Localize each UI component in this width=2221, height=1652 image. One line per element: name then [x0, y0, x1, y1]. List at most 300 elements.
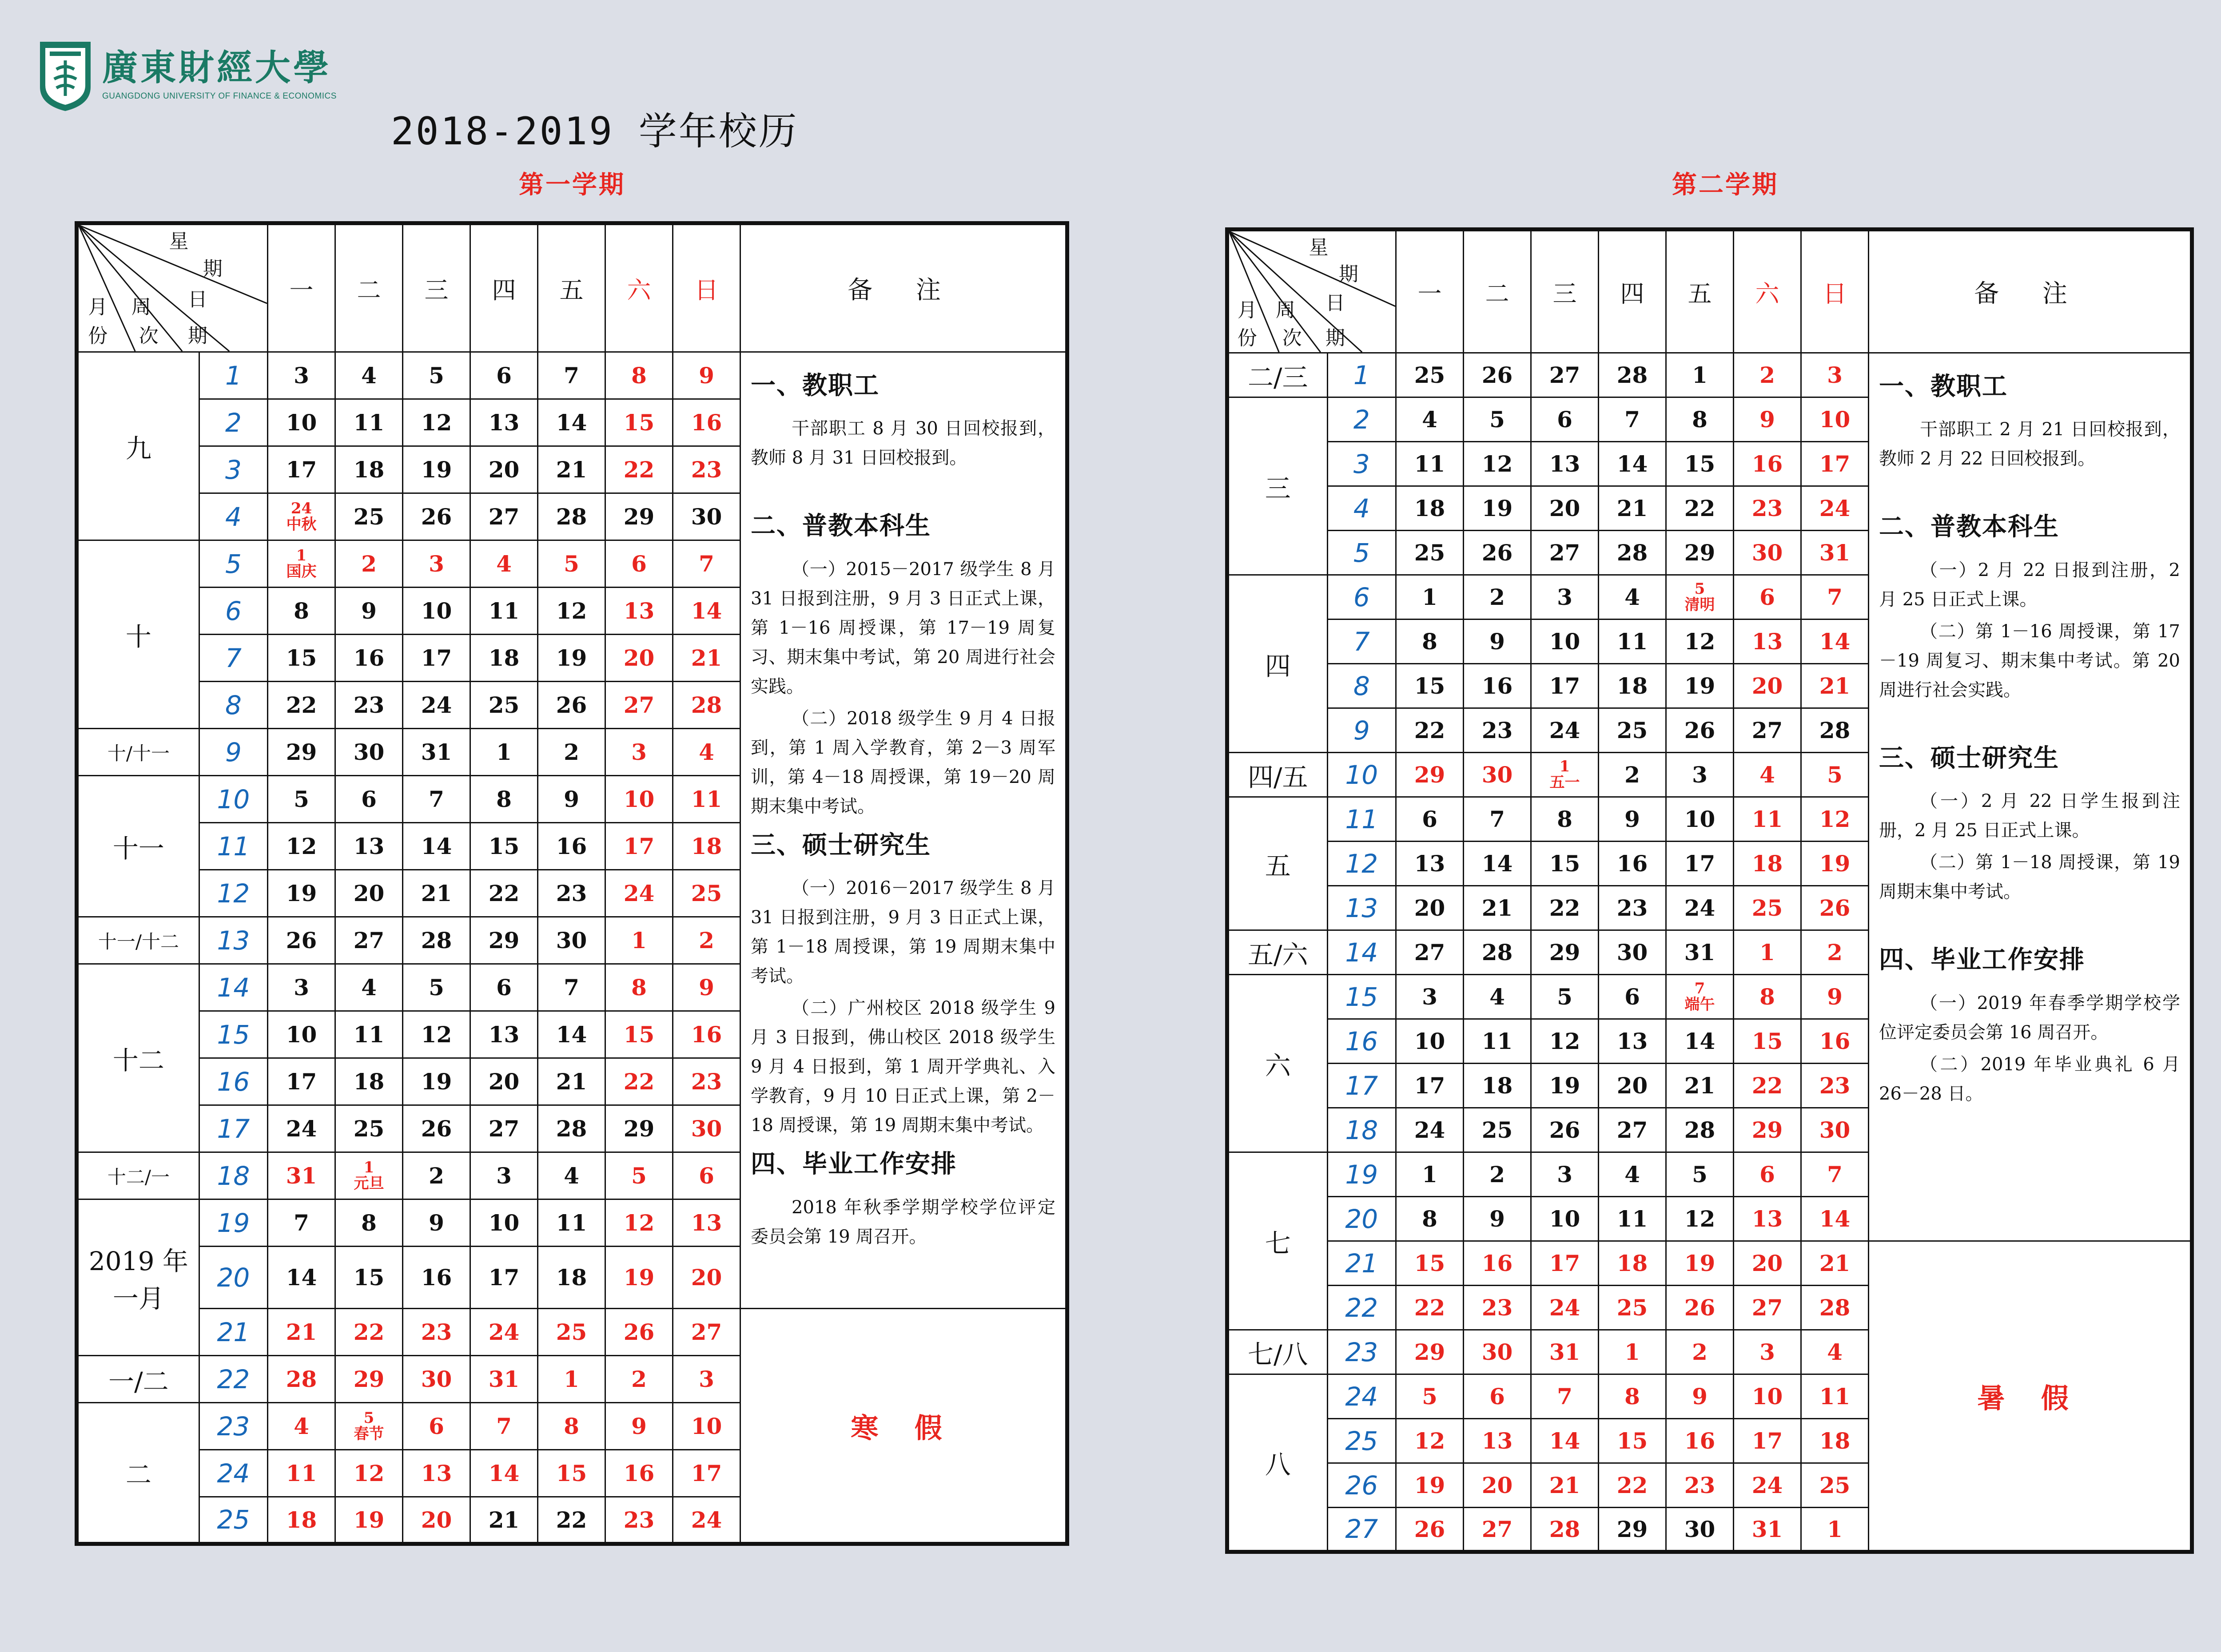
sem2-date-cell: 30 — [1734, 531, 1801, 575]
sem1-date-cell: 22 — [335, 1309, 403, 1356]
sem2-month-cell: 四/五 — [1227, 753, 1328, 797]
sem1-date-cell: 29 — [470, 917, 538, 964]
holiday-name: 国庆 — [286, 562, 317, 580]
sem1-date-cell: 28 — [673, 682, 740, 729]
sem1-month-cell: 2019 年 一月 — [77, 1199, 199, 1356]
sem1-date-cell: 2 — [538, 729, 605, 776]
sem1-week-number: 13 — [199, 917, 267, 964]
sem1-date-cell: 4 — [268, 1403, 335, 1450]
holiday-name: 清明 — [1684, 596, 1715, 614]
sem1-date-cell: 21 — [538, 1058, 605, 1105]
sem2-date-cell: 30 — [1599, 930, 1666, 975]
sem1-date-cell: 8 — [605, 964, 673, 1011]
notes-paragraph: （一）2016－2017 级学生 8 月 31 日报到注册，9 月 3 日正式上课，第 1－18 周授课，第 19 周期末集中考试。 — [751, 878, 1055, 987]
sem2-date-cell: 10 — [1666, 797, 1734, 842]
sem1-date-cell: 3 — [268, 352, 335, 399]
sem2-date-cell: 5 — [1531, 975, 1599, 1019]
sem2-date-cell: 7 — [1801, 575, 1869, 620]
sem2-date-cell: 19 — [1464, 486, 1531, 531]
sem2-date-cell: 8 — [1396, 620, 1464, 664]
sem2-date-cell: 1 — [1666, 353, 1734, 397]
sem2-date-cell: 20 — [1531, 486, 1599, 531]
sem1-date-cell: 26 — [268, 917, 335, 964]
corner-label-qi: 期 — [203, 258, 223, 281]
sem1-date-cell: 16 — [335, 635, 403, 682]
sem2-date-cell: 17 — [1531, 1241, 1599, 1286]
sem2-vacation: 暑 假 — [1869, 1241, 2192, 1552]
sem2-date-cell: 26 — [1666, 1286, 1734, 1330]
sem1-date-cell: 11 — [268, 1450, 335, 1497]
sem2-date-cell: 7 — [1531, 1374, 1599, 1419]
sem1-date-cell: 26 — [538, 682, 605, 729]
sem1-date-cell: 18 — [335, 446, 403, 493]
sem2-date-cell: 1 — [1734, 930, 1801, 975]
table-row — [1227, 353, 2192, 397]
sem2-date-cell: 16 — [1734, 442, 1801, 486]
notes-header-label: 备 注 — [1974, 279, 2085, 308]
sem1-date-cell: 16 — [673, 399, 740, 446]
sem1-date-cell: 31 — [268, 1152, 335, 1199]
sem2-month-cell: 五/六 — [1227, 930, 1328, 975]
sem1-date-cell: 28 — [538, 493, 605, 540]
sem1-date-cell: 18 — [470, 635, 538, 682]
sem1-week-number: 15 — [199, 1011, 267, 1058]
sem1-date-cell: 7 — [470, 1403, 538, 1450]
sem1-week-number: 19 — [199, 1199, 267, 1247]
sem1-date-cell: 11 — [470, 588, 538, 635]
sem2-date-cell: 23 — [1599, 886, 1666, 930]
holiday-name: 五一 — [1549, 773, 1580, 791]
sem2-date-cell: 10 — [1531, 620, 1599, 664]
sem2-date-cell: 31 — [1734, 1508, 1801, 1552]
sem1-date-cell: 17 — [268, 446, 335, 493]
sem2-date-cell: 22 — [1396, 1286, 1464, 1330]
sem2-date-cell: 18 — [1599, 664, 1666, 708]
sem2-date-cell: 4 — [1734, 753, 1801, 797]
sem1-date-cell: 6 — [335, 776, 403, 823]
sem2-date-cell: 26 — [1396, 1508, 1464, 1552]
sem1-date-cell: 6 — [673, 1152, 740, 1199]
sem1-date-cell: 16 — [673, 1011, 740, 1058]
sem2-date-cell: 6 — [1396, 797, 1464, 842]
sem2-date-cell: 17 — [1734, 1419, 1801, 1463]
sem2-date-cell: 8 — [1666, 397, 1734, 442]
sem2-date-cell: 14 — [1666, 1019, 1734, 1064]
sem2-date-cell: 31 — [1666, 930, 1734, 975]
sem1-date-cell: 20 — [403, 1497, 470, 1544]
sem1-month-cell: 一/二 — [77, 1356, 199, 1403]
sem1-date-cell: 4 — [470, 540, 538, 588]
sem1-date-cell: 11 — [335, 399, 403, 446]
sem1-date-cell: 24 — [470, 1309, 538, 1356]
sem1-month-cell: 十二 — [77, 964, 199, 1152]
sem2-week-number: 24 — [1327, 1374, 1396, 1419]
sem1-date-cell: 3 — [605, 729, 673, 776]
sem1-table — [75, 221, 1069, 1546]
notes-paragraph: 2018 年秋季学期学校学位评定委员会第 19 周召开。 — [751, 1197, 1055, 1247]
header-corner — [1229, 231, 1395, 352]
table-row — [77, 1309, 1067, 1356]
sem1-week-number: 23 — [199, 1403, 267, 1450]
semester1-title: 第一学期 — [519, 171, 625, 199]
sem2-date-cell — [1666, 575, 1734, 620]
sem2-date-cell: 29 — [1396, 753, 1464, 797]
sem1-date-cell: 20 — [605, 635, 673, 682]
sem2-date-cell: 26 — [1666, 708, 1734, 753]
sem2-date-cell: 11 — [1599, 620, 1666, 664]
sem2-date-cell: 16 — [1599, 842, 1666, 886]
sem2-date-cell: 10 — [1531, 1197, 1599, 1241]
sem2-week-number: 11 — [1327, 797, 1396, 842]
sem1-date-cell: 24 — [673, 1497, 740, 1544]
corner-label-qi2: 期 — [187, 325, 207, 347]
sem1-date-cell: 28 — [403, 917, 470, 964]
sem1-notes-header — [740, 223, 1067, 352]
sem2-date-cell: 5 — [1801, 753, 1869, 797]
sem2-date-cell: 19 — [1801, 842, 1869, 886]
sem1-week-number: 21 — [199, 1309, 267, 1356]
sem1-date-cell: 11 — [673, 776, 740, 823]
sem2-date-cell: 4 — [1599, 575, 1666, 620]
sem2-week-number: 15 — [1327, 975, 1396, 1019]
sem1-date-cell: 20 — [470, 1058, 538, 1105]
sem1-date-cell: 19 — [335, 1497, 403, 1544]
corner-label-xing: 星 — [1309, 236, 1329, 259]
sem2-date-cell: 31 — [1801, 531, 1869, 575]
sem2-date-cell: 29 — [1734, 1108, 1801, 1152]
notes-section-heading: 二、普教本科生 — [1879, 512, 2059, 542]
sem1-date-cell: 20 — [673, 1247, 740, 1309]
sem1-date-cell: 2 — [403, 1152, 470, 1199]
sem2-week-number: 23 — [1327, 1330, 1396, 1374]
notes-section-heading: 三、硕士研究生 — [751, 830, 931, 860]
sem1-date-cell: 3 — [673, 1356, 740, 1403]
sem1-month-cell: 十二/一 — [77, 1152, 199, 1199]
sem1-date-cell: 5 — [538, 540, 605, 588]
sem2-date-cell: 8 — [1531, 797, 1599, 842]
sem2-date-cell: 27 — [1531, 353, 1599, 397]
sem1-date-cell: 23 — [605, 1497, 673, 1544]
sem2-date-cell: 29 — [1396, 1330, 1464, 1374]
sem2-date-cell: 9 — [1801, 975, 1869, 1019]
sem2-date-cell: 1 — [1396, 1152, 1464, 1197]
logo-name-en: GUANGDONG UNIVERSITY OF FINANCE & ECONOMICS — [102, 91, 337, 101]
sem2-month-cell: 七 — [1227, 1152, 1328, 1330]
sem1-week-number: 10 — [199, 776, 267, 823]
sem2-date-cell — [1666, 975, 1734, 1019]
sem2-date-cell: 26 — [1464, 531, 1531, 575]
sem2-date-cell: 10 — [1396, 1019, 1464, 1064]
sem1-date-cell: 17 — [673, 1450, 740, 1497]
sem1-week-number: 4 — [199, 493, 267, 540]
sem1-month-cell: 九 — [77, 352, 199, 540]
sem2-date-cell: 13 — [1734, 1197, 1801, 1241]
sem2-date-cell: 29 — [1599, 1508, 1666, 1552]
sem2-date-cell: 21 — [1801, 664, 1869, 708]
sem1-date-cell: 7 — [403, 776, 470, 823]
sem2-date-cell: 15 — [1666, 442, 1734, 486]
sem1-date-cell: 9 — [335, 588, 403, 635]
sem2-date-cell: 15 — [1599, 1419, 1666, 1463]
sem2-date-cell: 25 — [1396, 531, 1464, 575]
sem1-date-cell: 23 — [335, 682, 403, 729]
sem2-week-number: 1 — [1327, 353, 1396, 397]
sem2-date-cell: 30 — [1801, 1108, 1869, 1152]
sem2-date-cell: 22 — [1396, 708, 1464, 753]
sem1-date-cell: 12 — [335, 1450, 403, 1497]
sem2-date-cell: 23 — [1666, 1463, 1734, 1508]
sem1-month-cell: 二 — [77, 1403, 199, 1544]
corner-label-fen: 份 — [88, 325, 108, 347]
sem2-date-cell: 20 — [1734, 664, 1801, 708]
sem1-date-cell: 23 — [673, 1058, 740, 1105]
sem1-date-cell: 22 — [268, 682, 335, 729]
sem1-date-cell: 8 — [538, 1403, 605, 1450]
sem2-table — [1225, 227, 2194, 1554]
sem2-header-row — [1227, 230, 2192, 353]
sem2-date-cell: 20 — [1734, 1241, 1801, 1286]
sem1-date-cell: 6 — [470, 352, 538, 399]
sem2-date-cell: 1 — [1396, 575, 1464, 620]
sem2-date-cell: 30 — [1464, 1330, 1531, 1374]
sem1-month-cell: 十 — [77, 540, 199, 729]
sem1-date-cell: 2 — [605, 1356, 673, 1403]
sem1-date-cell: 18 — [538, 1247, 605, 1309]
sem1-date-cell: 18 — [673, 823, 740, 870]
sem2-month-cell: 二/三 — [1227, 353, 1328, 397]
notes-paragraph: 干部职工 2 月 21 日回校报到，教师 2 月 22 日回校报到。 — [1879, 419, 2180, 469]
sem1-date-cell: 4 — [335, 964, 403, 1011]
sem2-date-cell: 22 — [1734, 1064, 1801, 1108]
sem2-date-cell: 9 — [1599, 797, 1666, 842]
sem2-date-cell: 8 — [1734, 975, 1801, 1019]
sem2-date-cell: 20 — [1396, 886, 1464, 930]
sem2-date-cell: 3 — [1734, 1330, 1801, 1374]
sem1-date-cell: 30 — [403, 1356, 470, 1403]
sem2-date-cell: 21 — [1666, 1064, 1734, 1108]
holiday-date: 1 — [296, 546, 307, 564]
sem2-week-number: 3 — [1327, 442, 1396, 486]
sem1-date-cell: 14 — [470, 1450, 538, 1497]
sem2-date-cell: 18 — [1801, 1419, 1869, 1463]
sem2-date-cell: 19 — [1666, 664, 1734, 708]
sem1-date-cell: 13 — [335, 823, 403, 870]
sem2-week-number: 12 — [1327, 842, 1396, 886]
corner-label-xing: 星 — [169, 230, 189, 253]
sem2-date-cell: 18 — [1599, 1241, 1666, 1286]
sem2-date-cell: 13 — [1531, 442, 1599, 486]
holiday-name: 中秋 — [286, 515, 317, 533]
sem1-month-cell: 十一/十二 — [77, 917, 199, 964]
notes-paragraph: （二）第 1－18 周授课，第 19 周期末集中考试。 — [1879, 852, 2180, 902]
sem2-header-corner-cell — [1227, 230, 1396, 353]
sem2-date-cell: 2 — [1666, 1330, 1734, 1374]
semester2-calendar — [1225, 227, 2194, 1554]
sem1-date-cell: 20 — [470, 446, 538, 493]
holiday-date: 5 — [363, 1409, 374, 1427]
sem2-date-cell: 28 — [1599, 531, 1666, 575]
sem2-date-cell: 1 — [1599, 1330, 1666, 1374]
notes-paragraph: （一）2015－2017 级学生 8 月 31 日报到注册，9 月 3 日正式上课，第 1－16 周授课，第 17－19 周复习、期末集中考试，第 20 周进行社会实践。 — [751, 559, 1055, 697]
sem2-date-cell: 26 — [1464, 353, 1531, 397]
sem1-day-header-5: 五 — [538, 223, 605, 352]
sem1-date-cell: 19 — [538, 635, 605, 682]
sem2-date-cell: 6 — [1734, 1152, 1801, 1197]
sem1-date-cell: 9 — [673, 352, 740, 399]
sem1-month-cell: 十一 — [77, 776, 199, 917]
sem1-date-cell: 27 — [673, 1309, 740, 1356]
sem2-week-number: 2 — [1327, 397, 1396, 442]
header-corner — [79, 225, 267, 351]
sem1-date-cell: 23 — [538, 870, 605, 917]
sem2-date-cell: 21 — [1464, 886, 1531, 930]
sem1-vacation: 寒 假 — [740, 1309, 1067, 1544]
sem1-date-cell: 15 — [538, 1450, 605, 1497]
corner-label-ri: 日 — [187, 288, 207, 311]
sem2-week-number: 5 — [1327, 531, 1396, 575]
sem2-week-number: 16 — [1327, 1019, 1396, 1064]
corner-label-fen: 份 — [1237, 327, 1257, 349]
notes-section-heading: 一、教职工 — [1879, 372, 2008, 401]
sem1-date-cell: 4 — [538, 1152, 605, 1199]
sem2-date-cell: 6 — [1599, 975, 1666, 1019]
sem2-week-number: 10 — [1327, 753, 1396, 797]
sem1-day-header-6: 六 — [605, 223, 673, 352]
sem1-date-cell: 10 — [470, 1199, 538, 1247]
corner-label-zhou: 周 — [1275, 299, 1295, 322]
sem2-date-cell: 18 — [1396, 486, 1464, 531]
sem2-date-cell: 17 — [1801, 442, 1869, 486]
notes-gap — [1879, 476, 2180, 503]
sem2-date-cell: 21 — [1801, 1241, 1869, 1286]
sem1-week-number: 22 — [199, 1356, 267, 1403]
sem1-date-cell: 1 — [470, 729, 538, 776]
sem2-date-cell: 16 — [1464, 1241, 1531, 1286]
sem1-date-cell: 7 — [268, 1199, 335, 1247]
sem1-date-cell: 25 — [470, 682, 538, 729]
sem1-date-cell: 19 — [403, 1058, 470, 1105]
sem2-date-cell: 3 — [1666, 753, 1734, 797]
sem1-date-cell: 29 — [268, 729, 335, 776]
sem1-date-cell: 5 — [605, 1152, 673, 1199]
sem1-day-header-4: 四 — [470, 223, 538, 352]
sem1-date-cell: 19 — [605, 1247, 673, 1309]
sem2-date-cell: 2 — [1464, 575, 1531, 620]
sem1-date-cell: 3 — [470, 1152, 538, 1199]
sem2-notes — [1869, 353, 2192, 1241]
sem2-date-cell: 30 — [1464, 753, 1531, 797]
sem2-date-cell: 24 — [1734, 1463, 1801, 1508]
sem1-date-cell: 21 — [470, 1497, 538, 1544]
notes-paragraph: （一）2 月 22 日学生报到注册，2 月 25 日正式上课。 — [1879, 791, 2180, 841]
sem2-date-cell: 12 — [1801, 797, 1869, 842]
sem1-date-cell: 27 — [335, 917, 403, 964]
sem1-date-cell: 10 — [673, 1403, 740, 1450]
sem1-date-cell: 28 — [268, 1356, 335, 1403]
sem2-day-header-4: 四 — [1599, 230, 1666, 353]
sem2-week-number: 20 — [1327, 1197, 1396, 1241]
table-row — [77, 352, 1067, 399]
sem2-date-cell: 27 — [1734, 1286, 1801, 1330]
sem1-date-cell: 1 — [605, 917, 673, 964]
sem2-month-cell: 五 — [1227, 797, 1328, 930]
sem2-date-cell: 11 — [1599, 1197, 1666, 1241]
notes-paragraph: （二）2019 年毕业典礼 6 月 26－28 日。 — [1879, 1054, 2180, 1104]
sem1-date-cell: 22 — [470, 870, 538, 917]
corner-label-zhou: 周 — [131, 295, 151, 318]
sem2-date-cell: 8 — [1396, 1197, 1464, 1241]
sem1-week-number: 2 — [199, 399, 267, 446]
sem2-date-cell: 6 — [1531, 397, 1599, 442]
sem2-date-cell: 23 — [1734, 486, 1801, 531]
sem1-date-cell: 13 — [470, 399, 538, 446]
sem2-date-cell: 12 — [1464, 442, 1531, 486]
sem2-date-cell: 24 — [1801, 486, 1869, 531]
sem1-date-cell: 13 — [673, 1199, 740, 1247]
sem1-date-cell: 27 — [605, 682, 673, 729]
sem2-date-cell: 8 — [1599, 1374, 1666, 1419]
sem1-date-cell: 8 — [470, 776, 538, 823]
sem2-date-cell: 11 — [1464, 1019, 1531, 1064]
sem1-day-header-1: 一 — [268, 223, 335, 352]
sem1-date-cell: 17 — [605, 823, 673, 870]
sem2-date-cell: 27 — [1531, 531, 1599, 575]
sem1-date-cell: 13 — [470, 1011, 538, 1058]
sem1-date-cell: 20 — [335, 870, 403, 917]
sem2-date-cell: 9 — [1734, 397, 1801, 442]
sem2-date-cell: 14 — [1801, 620, 1869, 664]
sem1-day-header-7: 日 — [673, 223, 740, 352]
sem2-date-cell: 13 — [1599, 1019, 1666, 1064]
sem1-date-cell: 19 — [403, 446, 470, 493]
sem1-date-cell: 25 — [538, 1309, 605, 1356]
sem1-date-cell: 13 — [605, 588, 673, 635]
sem1-date-cell — [268, 493, 335, 540]
notes-section-heading: 四、毕业工作安排 — [751, 1149, 957, 1179]
sem2-date-cell: 28 — [1666, 1108, 1734, 1152]
holiday-date: 1 — [363, 1158, 374, 1176]
sem2-day-header-3: 三 — [1531, 230, 1599, 353]
sem2-date-cell: 5 — [1396, 1374, 1464, 1419]
notes-paragraph: 干部职工 8 月 30 日回校报到，教师 8 月 31 日回校报到。 — [751, 418, 1055, 469]
sem1-week-number: 17 — [199, 1105, 267, 1152]
sem1-week-number: 8 — [199, 682, 267, 729]
sem2-date-cell: 7 — [1464, 797, 1531, 842]
sem2-date-cell: 4 — [1464, 975, 1531, 1019]
sem1-date-cell: 9 — [605, 1403, 673, 1450]
sem1-header-row — [77, 223, 1067, 352]
sem2-date-cell: 12 — [1666, 1197, 1734, 1241]
sem1-date-cell: 21 — [538, 446, 605, 493]
sem2-date-cell: 20 — [1464, 1463, 1531, 1508]
sem1-week-number: 5 — [199, 540, 267, 588]
sem2-date-cell: 6 — [1464, 1374, 1531, 1419]
sem2-date-cell: 17 — [1666, 842, 1734, 886]
sem2-notes-header — [1869, 230, 2192, 353]
sem1-week-number: 3 — [199, 446, 267, 493]
sem1-date-cell — [335, 1152, 403, 1199]
sem2-date-cell: 14 — [1801, 1197, 1869, 1241]
holiday-date: 24 — [291, 499, 312, 517]
sem1-date-cell: 14 — [403, 823, 470, 870]
sem1-date-cell: 17 — [470, 1247, 538, 1309]
sem2-date-cell: 27 — [1599, 1108, 1666, 1152]
sem2-date-cell: 13 — [1464, 1419, 1531, 1463]
sem1-date-cell: 25 — [335, 1105, 403, 1152]
sem1-date-cell: 18 — [268, 1497, 335, 1544]
sem2-week-number: 18 — [1327, 1108, 1396, 1152]
sem2-week-number: 22 — [1327, 1286, 1396, 1330]
